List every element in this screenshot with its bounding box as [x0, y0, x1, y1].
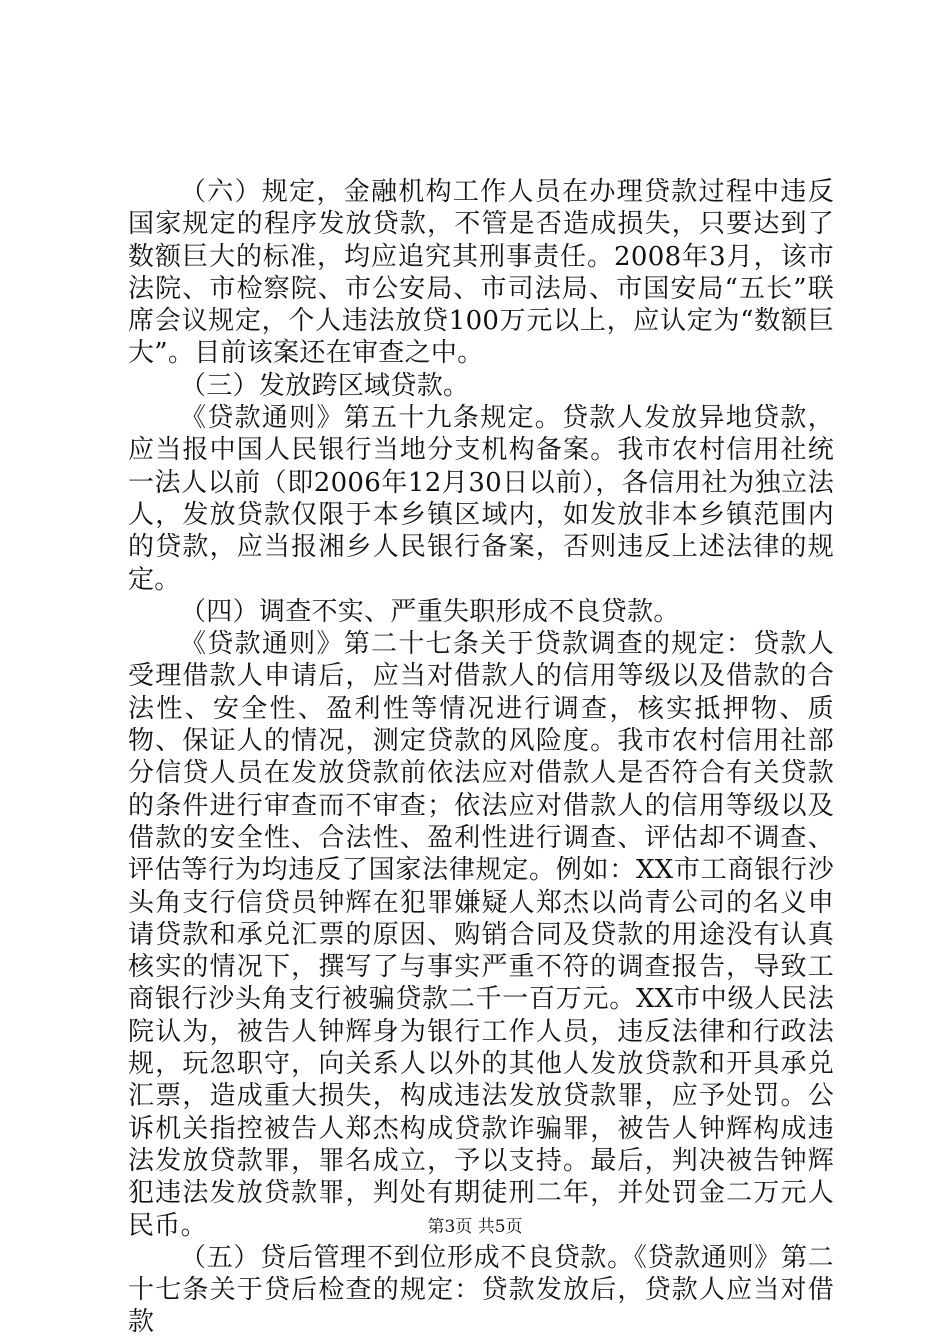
- document-body: [128, 176, 834, 1339]
- page-number-footer: 第3页 共5页: [427, 1217, 523, 1237]
- paragraph-post-loan-management: （五）贷后管理不到位形成不良贷款。《贷款通则》第二十七条关于贷后检查的规定：贷款发放后，贷款人应当对借款: [128, 1242, 834, 1338]
- heading-cross-region-loans: （三）发放跨区域贷款。: [180, 370, 470, 401]
- heading-investigation-failure: （四）调查不实、严重失职形成不良贷款。: [180, 596, 680, 627]
- paragraph-article-fifty-nine: 《贷款通则》第五十九条规定。贷款人发放异地贷款，应当报中国人民银行当地分支机构备案。我市农村信用社统一法人以前（即2006年12月30日以前），各信用社为独立法人，发放贷款仅限于本乡镇区域内，如发放非本乡镇范围内的贷款，应当报湘乡人民银行备案，否则违反上述法律的规定。: [128, 403, 834, 595]
- paragraph-article-twenty-seven: 《贷款通则》第二十七条关于贷款调查的规定：贷款人受理借款人申请后，应当对借款人的信用等级以及借款的合法性、安全性、盈利性等情况进行调查，核实抵押物、质物、保证人的情况，测定贷款的风险度。我市农村信用社部分信贷人员在发放贷款前依法应对借款人是否符合有关贷款的条件进行审查而不审查；依法应对借款人的信用等级以及借款的安全性、合法性、盈利性进行调查、评估却不调查、评估等行为均违反了国家法律规定。例如：XX市工商银行沙头角支行信贷员钟辉在犯罪嫌疑人郑杰以尚青公司的名义申请贷款和承兑汇票的原因、购销合同及贷款的用途没有认真核实的情况下，撰写了与事实严重不符的调查报告，导致工商银行沙头角支行被骗贷款二千一百万元。XX市中级人民法院认为，被告人钟辉身为银行工作人员，违反法律和行政法规，玩忽职守，向关系人以外的其他人发放贷款和开具承兑汇票，造成重大损失，构成违法发放贷款罪，应予处罚。公诉机关指控被告人郑杰构成贷款诈骗罪，被告人钟辉构成违法发放贷款罪，罪名成立，予以支持。最后，判决被告钟辉犯违法发放贷款罪，判处有期徒刑二年，并处罚金二万元人民币。: [128, 629, 834, 1241]
- paragraph-article-six: （六）规定，金融机构工作人员在办理贷款过程中违反国家规定的程序发放贷款，不管是否造成损失，只要达到了数额巨大的标准，均应追究其刑事责任。2008年3月，该市法院、市检察院、市公安局、市司法局、市国安局“五长”联席会议规定，个人违法放贷100万元以上，应认定为“数额巨大”。目前该案还在审查之中。: [128, 177, 834, 369]
